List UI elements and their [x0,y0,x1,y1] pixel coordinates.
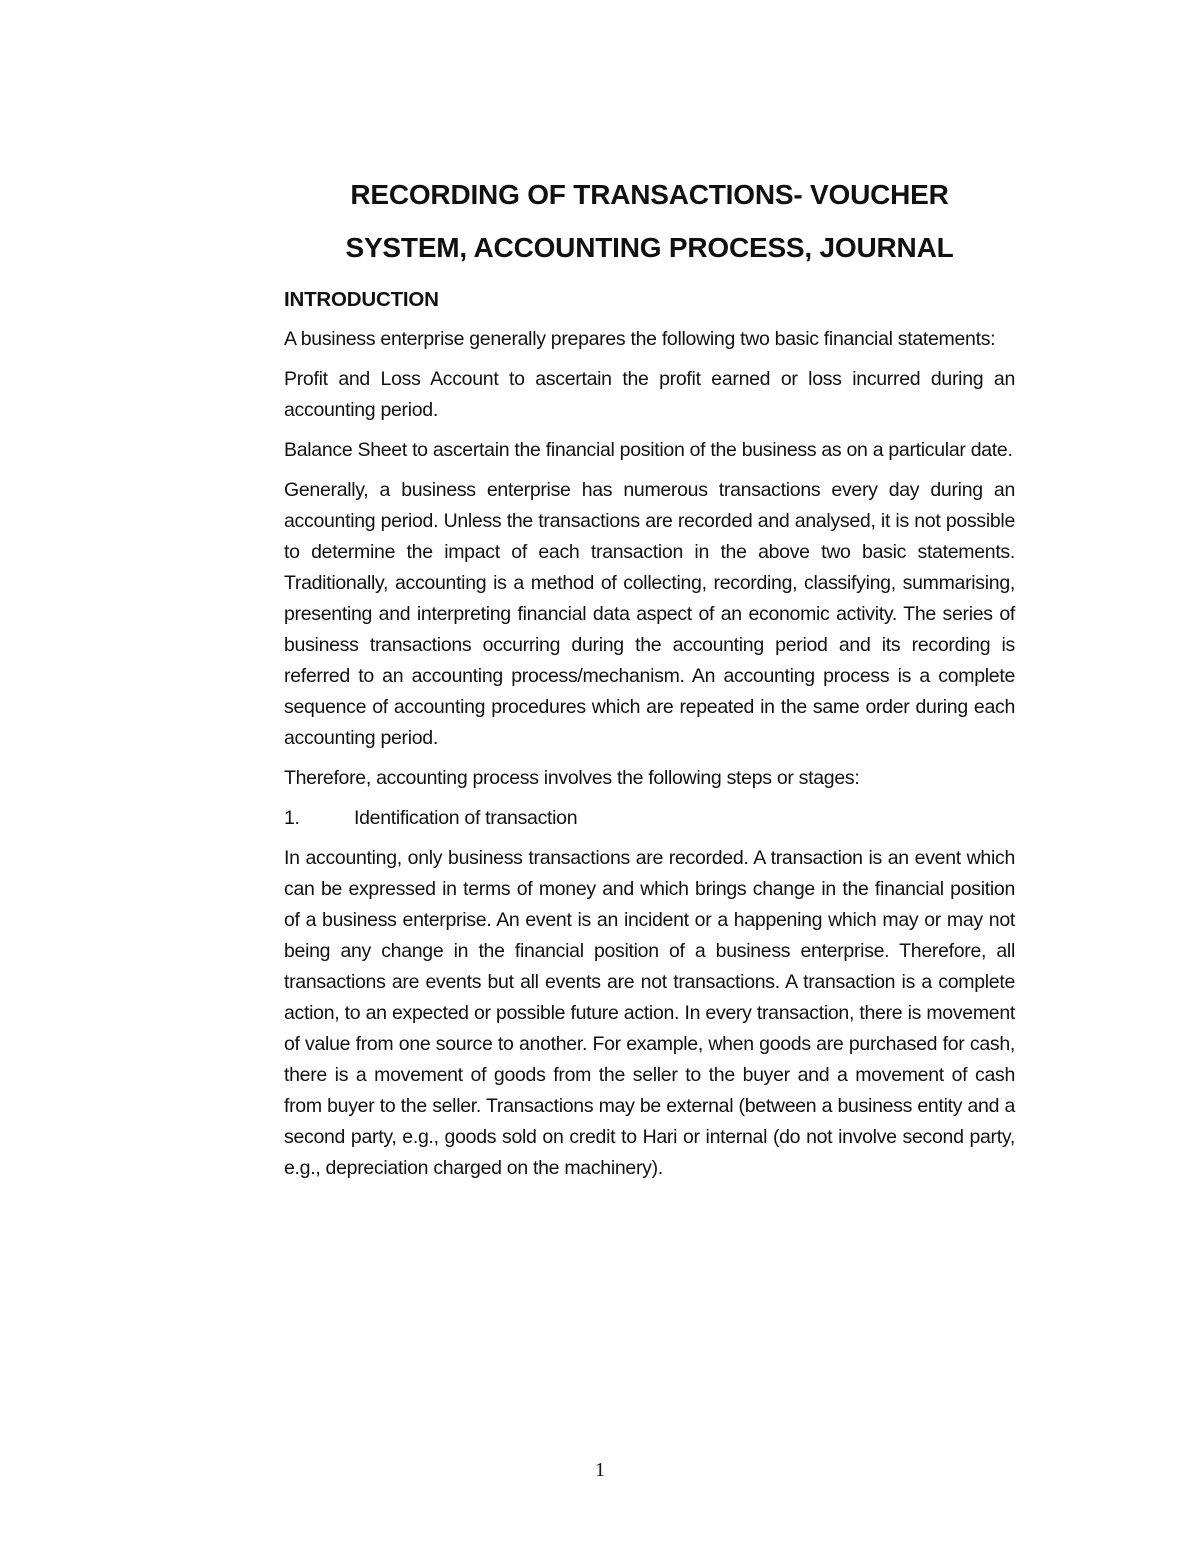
list-item-label: Identification of transaction [354,807,578,829]
paragraph-profit-loss: Profit and Loss Account to ascertain the profit earned or loss incurred during an accounting period. [284,368,1015,421]
paragraph-accounting-process: Generally, a business enterprise has numerous transactions every day during an accounting period. Unless the transactions are recorded and analysed, it is not possible to determine the impact of each transaction in the above two basic statements. Traditionally, accounting is a method of collecting, recording, classifying, summarising, presenting and interpreting financial data aspect of an economic activity. The series of business transactions occurring during the accounting period and its recording is referred to an accounting process/mechanism. An accounting process is a complete sequence of accounting procedures which are repeated in the same order during each accounting period. [284,479,1015,749]
page-content [284,168,1015,1184]
title-line-1: RECORDING OF TRANSACTIONS- VOUCHER [350,179,949,210]
list-item-number: 1. [284,807,300,829]
section-heading: INTRODUCTION [284,288,439,311]
paragraph-financial-statements: A business enterprise generally prepares the following two basic financial statements: [284,328,996,350]
document-title [284,168,1015,274]
paragraph-balance-sheet: Balance Sheet to ascertain the financial position of the business as on a particular date. [284,439,1013,461]
page-number: 1 [595,1459,605,1481]
title-line-2: SYSTEM, ACCOUNTING PROCESS, JOURNAL [345,232,954,263]
paragraph-steps-intro: Therefore, accounting process involves the following steps or stages: [284,767,860,789]
list-item [284,803,1015,834]
paragraph-transaction-definition: In accounting, only business transactions are recorded. A transaction is an event which can be expressed in terms of money and which brings change in the financial position of a business enterprise. An event is an incident or a happening which may or may not being any change in the financial position of a business enterprise. Therefore, all transactions are events but all events are not transactions. A transaction is a complete action, to an expected or possible future action. In every transaction, there is movement of value from one source to another. For example, when goods are purchased for cash, there is a movement of goods from the seller to the buyer and a movement of cash from buyer to the seller. Transactions may be external (between a business entity and a second party, e.g., goods sold on credit to Hari or internal (do not involve second party, e.g., depreciation charged on the machinery). [284,847,1015,1179]
